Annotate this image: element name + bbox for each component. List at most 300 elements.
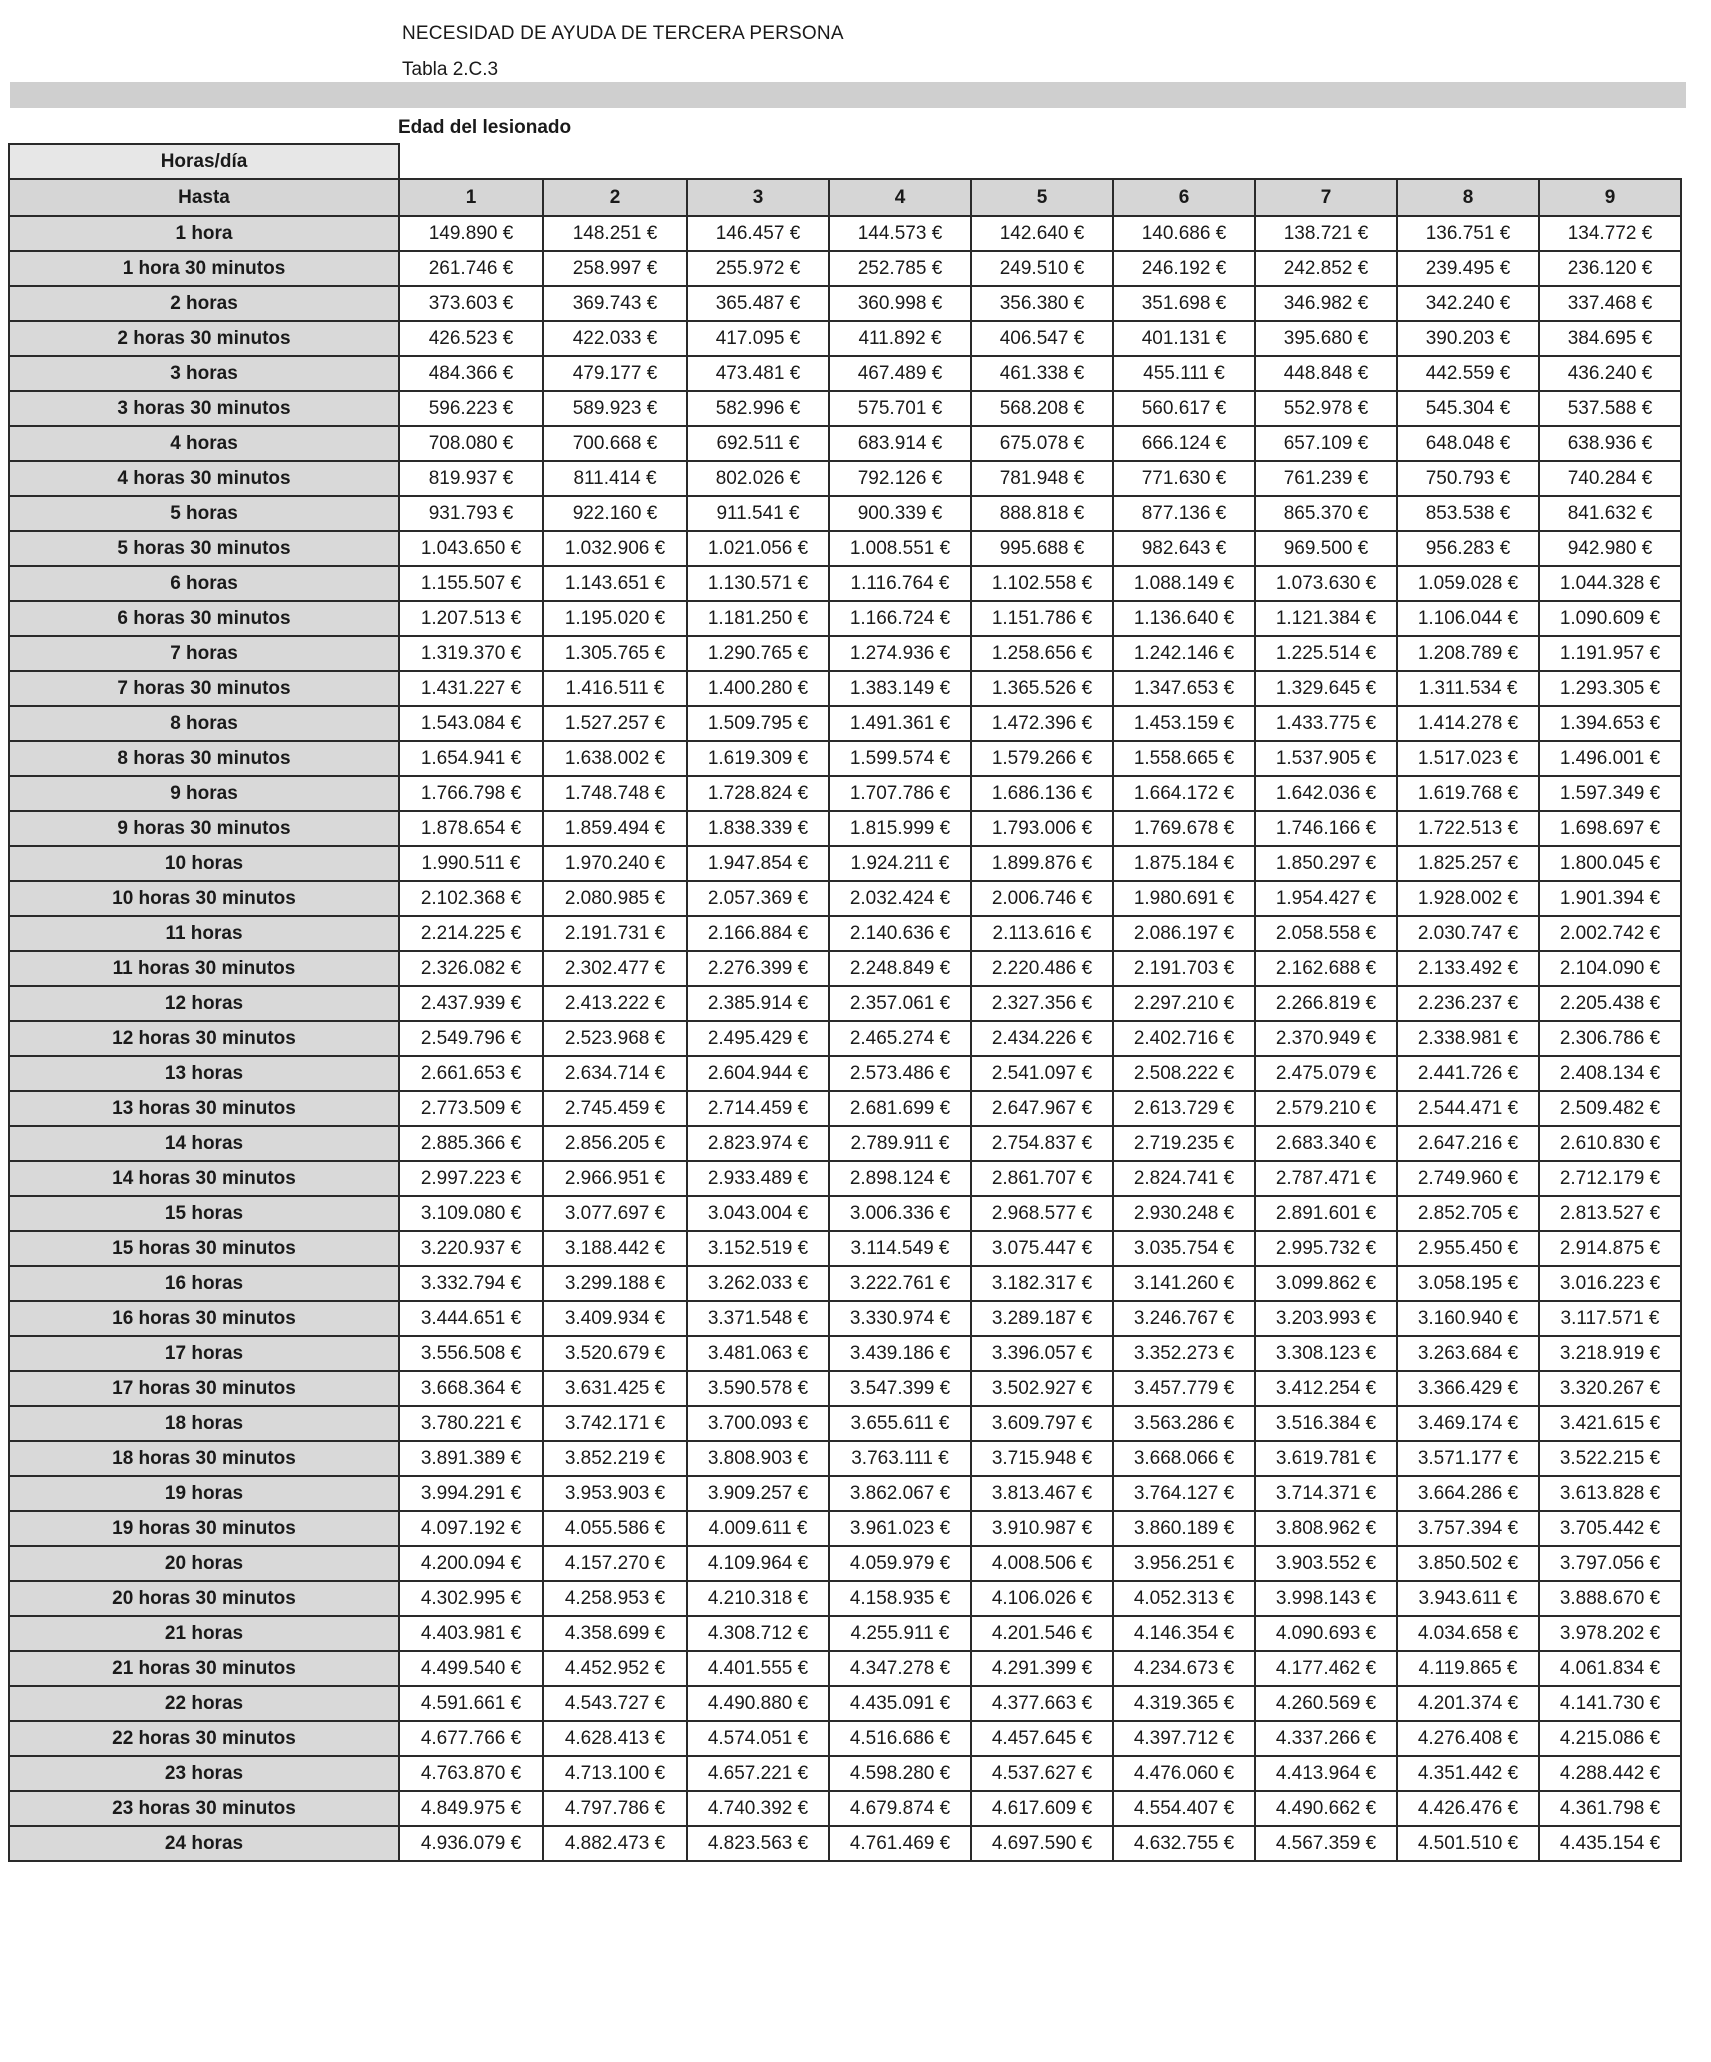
amount-cell: 2.327.356 € — [971, 986, 1113, 1021]
amount-cell: 3.396.057 € — [971, 1336, 1113, 1371]
amount-cell: 2.544.471 € — [1397, 1091, 1539, 1126]
amount-cell: 841.632 € — [1539, 496, 1681, 531]
amount-cell: 771.630 € — [1113, 461, 1255, 496]
hours-label: 14 horas 30 minutos — [9, 1161, 399, 1196]
amount-cell: 1.293.305 € — [1539, 671, 1681, 706]
hours-label: 23 horas — [9, 1756, 399, 1791]
amount-cell: 3.481.063 € — [687, 1336, 829, 1371]
hours-label: 16 horas 30 minutos — [9, 1301, 399, 1336]
amount-cell: 2.813.527 € — [1539, 1196, 1681, 1231]
table-row — [9, 216, 1681, 251]
amount-cell: 2.434.226 € — [971, 1021, 1113, 1056]
amount-cell: 4.435.091 € — [829, 1686, 971, 1721]
amount-cell: 1.195.020 € — [543, 601, 687, 636]
amount-cell: 4.457.645 € — [971, 1721, 1113, 1756]
amount-cell: 2.773.509 € — [399, 1091, 543, 1126]
hours-label: 19 horas 30 minutos — [9, 1511, 399, 1546]
amount-cell: 2.508.222 € — [1113, 1056, 1255, 1091]
amount-cell: 2.968.577 € — [971, 1196, 1113, 1231]
amount-cell: 2.191.703 € — [1113, 951, 1255, 986]
amount-cell: 3.742.171 € — [543, 1406, 687, 1441]
hours-label: 12 horas — [9, 986, 399, 1021]
amount-cell: 4.276.408 € — [1397, 1721, 1539, 1756]
amount-cell: 3.308.123 € — [1255, 1336, 1397, 1371]
amount-cell: 1.859.494 € — [543, 811, 687, 846]
amount-cell: 552.978 € — [1255, 391, 1397, 426]
amount-cell: 2.749.960 € — [1397, 1161, 1539, 1196]
amount-cell: 144.573 € — [829, 216, 971, 251]
amount-cell: 4.617.609 € — [971, 1791, 1113, 1826]
amount-cell: 1.143.651 € — [543, 566, 687, 601]
amount-cell: 1.311.534 € — [1397, 671, 1539, 706]
hours-label: 8 horas 30 minutos — [9, 741, 399, 776]
hours-label: 7 horas 30 minutos — [9, 671, 399, 706]
amount-cell: 3.780.221 € — [399, 1406, 543, 1441]
amount-cell: 1.106.044 € — [1397, 601, 1539, 636]
amount-cell: 3.978.202 € — [1539, 1616, 1681, 1651]
amount-cell: 3.352.273 € — [1113, 1336, 1255, 1371]
amount-cell: 3.114.549 € — [829, 1231, 971, 1266]
table-row — [9, 321, 1681, 356]
compensation-table — [8, 143, 1682, 1862]
amount-cell: 2.852.705 € — [1397, 1196, 1539, 1231]
amount-cell: 1.043.650 € — [399, 531, 543, 566]
hours-label: 18 horas — [9, 1406, 399, 1441]
amount-cell: 249.510 € — [971, 251, 1113, 286]
amount-cell: 2.214.225 € — [399, 916, 543, 951]
amount-cell: 3.813.467 € — [971, 1476, 1113, 1511]
amount-cell: 2.057.369 € — [687, 881, 829, 916]
hours-label: 2 horas 30 minutos — [9, 321, 399, 356]
amount-cell: 692.511 € — [687, 426, 829, 461]
hours-label: 17 horas — [9, 1336, 399, 1371]
amount-cell: 2.495.429 € — [687, 1021, 829, 1056]
amount-cell: 3.862.067 € — [829, 1476, 971, 1511]
amount-cell: 2.681.699 € — [829, 1091, 971, 1126]
amount-cell: 3.998.143 € — [1255, 1581, 1397, 1616]
amount-cell: 239.495 € — [1397, 251, 1539, 286]
amount-cell: 1.258.656 € — [971, 636, 1113, 671]
amount-cell: 3.613.828 € — [1539, 1476, 1681, 1511]
amount-cell: 1.088.149 € — [1113, 566, 1255, 601]
amount-cell: 1.496.001 € — [1539, 741, 1681, 776]
hours-label: 14 horas — [9, 1126, 399, 1161]
amount-cell: 3.160.940 € — [1397, 1301, 1539, 1336]
amount-cell: 2.162.688 € — [1255, 951, 1397, 986]
amount-cell: 683.914 € — [829, 426, 971, 461]
amount-cell: 1.400.280 € — [687, 671, 829, 706]
amount-cell: 4.258.953 € — [543, 1581, 687, 1616]
amount-cell: 2.058.558 € — [1255, 916, 1397, 951]
amount-cell: 1.686.136 € — [971, 776, 1113, 811]
amount-cell: 4.097.192 € — [399, 1511, 543, 1546]
hours-label: 5 horas — [9, 496, 399, 531]
amount-cell: 4.358.699 € — [543, 1616, 687, 1651]
amount-cell: 1.191.957 € — [1539, 636, 1681, 671]
amount-cell: 2.102.368 € — [399, 881, 543, 916]
amount-cell: 3.058.195 € — [1397, 1266, 1539, 1301]
amount-cell: 3.764.127 € — [1113, 1476, 1255, 1511]
amount-cell: 4.291.399 € — [971, 1651, 1113, 1686]
amount-cell: 2.683.340 € — [1255, 1126, 1397, 1161]
table-row — [9, 1406, 1681, 1441]
amount-cell: 134.772 € — [1539, 216, 1681, 251]
table-row — [9, 601, 1681, 636]
amount-cell: 1.151.786 € — [971, 601, 1113, 636]
hours-label: 18 horas 30 minutos — [9, 1441, 399, 1476]
amount-cell: 2.032.424 € — [829, 881, 971, 916]
amount-cell: 4.008.506 € — [971, 1546, 1113, 1581]
amount-cell: 4.119.865 € — [1397, 1651, 1539, 1686]
hours-label: 6 horas 30 minutos — [9, 601, 399, 636]
amount-cell: 4.215.086 € — [1539, 1721, 1681, 1756]
amount-cell: 3.850.502 € — [1397, 1546, 1539, 1581]
amount-cell: 1.527.257 € — [543, 706, 687, 741]
amount-cell: 2.745.459 € — [543, 1091, 687, 1126]
amount-cell: 2.647.216 € — [1397, 1126, 1539, 1161]
amount-cell: 1.990.511 € — [399, 846, 543, 881]
amount-cell: 4.201.546 € — [971, 1616, 1113, 1651]
amount-cell: 4.351.442 € — [1397, 1756, 1539, 1791]
amount-cell: 666.124 € — [1113, 426, 1255, 461]
amount-cell: 1.121.384 € — [1255, 601, 1397, 636]
amount-cell: 2.966.951 € — [543, 1161, 687, 1196]
amount-cell: 1.800.045 € — [1539, 846, 1681, 881]
amount-cell: 3.117.571 € — [1539, 1301, 1681, 1336]
amount-cell: 3.043.004 € — [687, 1196, 829, 1231]
amount-cell: 3.246.767 € — [1113, 1301, 1255, 1336]
amount-cell: 3.421.615 € — [1539, 1406, 1681, 1441]
age-column-header: 5 — [971, 179, 1113, 216]
amount-cell: 2.824.741 € — [1113, 1161, 1255, 1196]
amount-cell: 2.357.061 € — [829, 986, 971, 1021]
amount-cell: 1.431.227 € — [399, 671, 543, 706]
amount-cell: 2.661.653 € — [399, 1056, 543, 1091]
amount-cell: 2.326.082 € — [399, 951, 543, 986]
amount-cell: 1.453.159 € — [1113, 706, 1255, 741]
amount-cell: 3.571.177 € — [1397, 1441, 1539, 1476]
amount-cell: 3.910.987 € — [971, 1511, 1113, 1546]
amount-cell: 568.208 € — [971, 391, 1113, 426]
amount-cell: 3.016.223 € — [1539, 1266, 1681, 1301]
document-title: NECESIDAD DE AYUDA DE TERCERA PERSONA — [402, 23, 844, 44]
table-row — [9, 286, 1681, 321]
age-column-header: 2 — [543, 179, 687, 216]
amount-cell: 819.937 € — [399, 461, 543, 496]
hours-per-day-header: Horas/día — [9, 144, 399, 179]
amount-cell: 2.613.729 € — [1113, 1091, 1255, 1126]
age-column-header: 3 — [687, 179, 829, 216]
amount-cell: 1.875.184 € — [1113, 846, 1255, 881]
amount-cell: 395.680 € — [1255, 321, 1397, 356]
amount-cell: 3.141.260 € — [1113, 1266, 1255, 1301]
amount-cell: 3.320.267 € — [1539, 1371, 1681, 1406]
table-row — [9, 1126, 1681, 1161]
hours-label: 10 horas — [9, 846, 399, 881]
hours-label: 22 horas 30 minutos — [9, 1721, 399, 1756]
amount-cell: 2.402.716 € — [1113, 1021, 1255, 1056]
amount-cell: 4.657.221 € — [687, 1756, 829, 1791]
amount-cell: 1.365.526 € — [971, 671, 1113, 706]
amount-cell: 675.078 € — [971, 426, 1113, 461]
amount-cell: 1.928.002 € — [1397, 881, 1539, 916]
hours-label: 1 hora 30 minutos — [9, 251, 399, 286]
amount-cell: 4.260.569 € — [1255, 1686, 1397, 1721]
age-column-header: 9 — [1539, 179, 1681, 216]
amount-cell: 4.537.627 € — [971, 1756, 1113, 1791]
amount-cell: 1.558.665 € — [1113, 741, 1255, 776]
amount-cell: 2.930.248 € — [1113, 1196, 1255, 1231]
amount-cell: 638.936 € — [1539, 426, 1681, 461]
amount-cell: 3.220.937 € — [399, 1231, 543, 1266]
amount-cell: 261.746 € — [399, 251, 543, 286]
amount-cell: 1.517.023 € — [1397, 741, 1539, 776]
amount-cell: 1.181.250 € — [687, 601, 829, 636]
amount-cell: 4.361.798 € — [1539, 1791, 1681, 1826]
header-blank — [399, 144, 1681, 179]
hours-label: 16 horas — [9, 1266, 399, 1301]
amount-cell: 4.141.730 € — [1539, 1686, 1681, 1721]
amount-cell: 1.032.906 € — [543, 531, 687, 566]
amount-cell: 4.567.359 € — [1255, 1826, 1397, 1861]
amount-cell: 4.574.051 € — [687, 1721, 829, 1756]
hours-label: 15 horas — [9, 1196, 399, 1231]
amount-cell: 2.113.616 € — [971, 916, 1113, 951]
amount-cell: 1.136.640 € — [1113, 601, 1255, 636]
amount-cell: 3.556.508 € — [399, 1336, 543, 1371]
amount-cell: 4.319.365 € — [1113, 1686, 1255, 1721]
hours-label: 3 horas — [9, 356, 399, 391]
amount-cell: 1.980.691 € — [1113, 881, 1255, 916]
amount-cell: 149.890 € — [399, 216, 543, 251]
amount-cell: 4.061.834 € — [1539, 1651, 1681, 1686]
amount-cell: 2.579.210 € — [1255, 1091, 1397, 1126]
amount-cell: 2.475.079 € — [1255, 1056, 1397, 1091]
amount-cell: 3.366.429 € — [1397, 1371, 1539, 1406]
amount-cell: 360.998 € — [829, 286, 971, 321]
table-row — [9, 1301, 1681, 1336]
amount-cell: 761.239 € — [1255, 461, 1397, 496]
amount-cell: 138.721 € — [1255, 216, 1397, 251]
amount-cell: 1.748.748 € — [543, 776, 687, 811]
amount-cell: 700.668 € — [543, 426, 687, 461]
amount-cell: 4.761.469 € — [829, 1826, 971, 1861]
amount-cell: 4.090.693 € — [1255, 1616, 1397, 1651]
hours-label: 19 horas — [9, 1476, 399, 1511]
amount-cell: 3.590.578 € — [687, 1371, 829, 1406]
amount-cell: 369.743 € — [543, 286, 687, 321]
table-row — [9, 671, 1681, 706]
amount-cell: 1.090.609 € — [1539, 601, 1681, 636]
hours-label: 10 horas 30 minutos — [9, 881, 399, 916]
amount-cell: 4.591.661 € — [399, 1686, 543, 1721]
amount-cell: 1.698.697 € — [1539, 811, 1681, 846]
amount-cell: 3.705.442 € — [1539, 1511, 1681, 1546]
amount-cell: 2.302.477 € — [543, 951, 687, 986]
amount-cell: 406.547 € — [971, 321, 1113, 356]
amount-cell: 560.617 € — [1113, 391, 1255, 426]
amount-cell: 2.437.939 € — [399, 986, 543, 1021]
amount-cell: 888.818 € — [971, 496, 1113, 531]
amount-cell: 1.130.571 € — [687, 566, 829, 601]
amount-cell: 1.947.854 € — [687, 846, 829, 881]
amount-cell: 2.885.366 € — [399, 1126, 543, 1161]
amount-cell: 255.972 € — [687, 251, 829, 286]
amount-cell: 865.370 € — [1255, 496, 1397, 531]
amount-cell: 2.549.796 € — [399, 1021, 543, 1056]
amount-cell: 4.255.911 € — [829, 1616, 971, 1651]
amount-cell: 1.414.278 € — [1397, 706, 1539, 741]
amount-cell: 3.888.670 € — [1539, 1581, 1681, 1616]
amount-cell: 242.852 € — [1255, 251, 1397, 286]
amount-cell: 384.695 € — [1539, 321, 1681, 356]
amount-cell: 4.823.563 € — [687, 1826, 829, 1861]
table-row — [9, 1196, 1681, 1231]
amount-cell: 1.850.297 € — [1255, 846, 1397, 881]
amount-cell: 373.603 € — [399, 286, 543, 321]
amount-cell: 792.126 € — [829, 461, 971, 496]
amount-cell: 4.543.727 € — [543, 1686, 687, 1721]
amount-cell: 1.383.149 € — [829, 671, 971, 706]
amount-cell: 3.943.611 € — [1397, 1581, 1539, 1616]
amount-cell: 1.766.798 € — [399, 776, 543, 811]
amount-cell: 1.654.941 € — [399, 741, 543, 776]
amount-cell: 4.106.026 € — [971, 1581, 1113, 1616]
amount-cell: 1.793.006 € — [971, 811, 1113, 846]
amount-cell: 740.284 € — [1539, 461, 1681, 496]
amount-cell: 3.547.399 € — [829, 1371, 971, 1406]
amount-cell: 2.997.223 € — [399, 1161, 543, 1196]
amount-cell: 2.647.967 € — [971, 1091, 1113, 1126]
amount-cell: 4.679.874 € — [829, 1791, 971, 1826]
amount-cell: 1.166.724 € — [829, 601, 971, 636]
amount-cell: 4.882.473 € — [543, 1826, 687, 1861]
table-row — [9, 636, 1681, 671]
amount-cell: 1.433.775 € — [1255, 706, 1397, 741]
amount-cell: 1.746.166 € — [1255, 811, 1397, 846]
amount-cell: 1.059.028 € — [1397, 566, 1539, 601]
amount-cell: 1.722.513 € — [1397, 811, 1539, 846]
amount-cell: 2.133.492 € — [1397, 951, 1539, 986]
hours-label: 8 horas — [9, 706, 399, 741]
amount-cell: 479.177 € — [543, 356, 687, 391]
until-header: Hasta — [9, 179, 399, 216]
separator-band — [10, 82, 1686, 108]
amount-cell: 575.701 € — [829, 391, 971, 426]
amount-cell: 2.441.726 € — [1397, 1056, 1539, 1091]
amount-cell: 3.371.548 € — [687, 1301, 829, 1336]
amount-cell: 1.008.551 € — [829, 531, 971, 566]
amount-cell: 545.304 € — [1397, 391, 1539, 426]
amount-cell: 1.073.630 € — [1255, 566, 1397, 601]
amount-cell: 2.523.968 € — [543, 1021, 687, 1056]
amount-cell: 3.263.684 € — [1397, 1336, 1539, 1371]
amount-cell: 422.033 € — [543, 321, 687, 356]
amount-cell: 900.339 € — [829, 496, 971, 531]
amount-cell: 1.838.339 € — [687, 811, 829, 846]
hours-label: 1 hora — [9, 216, 399, 251]
amount-cell: 2.297.210 € — [1113, 986, 1255, 1021]
amount-cell: 417.095 € — [687, 321, 829, 356]
amount-cell: 4.435.154 € — [1539, 1826, 1681, 1861]
amount-cell: 4.452.952 € — [543, 1651, 687, 1686]
amount-cell: 246.192 € — [1113, 251, 1255, 286]
table-row — [9, 811, 1681, 846]
amount-cell: 3.444.651 € — [399, 1301, 543, 1336]
amount-cell: 2.509.482 € — [1539, 1091, 1681, 1126]
amount-cell: 1.954.427 € — [1255, 881, 1397, 916]
amount-cell: 956.283 € — [1397, 531, 1539, 566]
amount-cell: 3.860.189 € — [1113, 1511, 1255, 1546]
amount-cell: 4.763.870 € — [399, 1756, 543, 1791]
amount-cell: 4.713.100 € — [543, 1756, 687, 1791]
amount-cell: 4.055.586 € — [543, 1511, 687, 1546]
amount-cell: 4.308.712 € — [687, 1616, 829, 1651]
amount-cell: 2.236.237 € — [1397, 986, 1539, 1021]
amount-cell: 648.048 € — [1397, 426, 1539, 461]
amount-cell: 258.997 € — [543, 251, 687, 286]
table-row — [9, 1686, 1681, 1721]
amount-cell: 461.338 € — [971, 356, 1113, 391]
amount-cell: 3.330.974 € — [829, 1301, 971, 1336]
amount-cell: 2.714.459 € — [687, 1091, 829, 1126]
amount-cell: 3.609.797 € — [971, 1406, 1113, 1441]
amount-cell: 3.961.023 € — [829, 1511, 971, 1546]
hours-label: 17 horas 30 minutos — [9, 1371, 399, 1406]
amount-cell: 2.995.732 € — [1255, 1231, 1397, 1266]
amount-cell: 3.188.442 € — [543, 1231, 687, 1266]
amount-cell: 4.210.318 € — [687, 1581, 829, 1616]
hours-label: 4 horas 30 minutos — [9, 461, 399, 496]
table-row — [9, 986, 1681, 1021]
amount-cell: 589.923 € — [543, 391, 687, 426]
amount-cell: 473.481 € — [687, 356, 829, 391]
amount-cell: 2.823.974 € — [687, 1126, 829, 1161]
amount-cell: 2.413.222 € — [543, 986, 687, 1021]
amount-cell: 811.414 € — [543, 461, 687, 496]
amount-cell: 708.080 € — [399, 426, 543, 461]
amount-cell: 3.412.254 € — [1255, 1371, 1397, 1406]
amount-cell: 1.102.558 € — [971, 566, 1113, 601]
amount-cell: 3.700.093 € — [687, 1406, 829, 1441]
amount-cell: 1.638.002 € — [543, 741, 687, 776]
amount-cell: 4.797.786 € — [543, 1791, 687, 1826]
amount-cell: 1.579.266 € — [971, 741, 1113, 776]
amount-cell: 4.632.755 € — [1113, 1826, 1255, 1861]
amount-cell: 1.599.574 € — [829, 741, 971, 776]
amount-cell: 351.698 € — [1113, 286, 1255, 321]
amount-cell: 2.408.134 € — [1539, 1056, 1681, 1091]
amount-cell: 1.242.146 € — [1113, 636, 1255, 671]
amount-cell: 537.588 € — [1539, 391, 1681, 426]
amount-cell: 3.289.187 € — [971, 1301, 1113, 1336]
amount-cell: 4.401.555 € — [687, 1651, 829, 1686]
amount-cell: 1.619.768 € — [1397, 776, 1539, 811]
amount-cell: 2.205.438 € — [1539, 986, 1681, 1021]
amount-cell: 4.034.658 € — [1397, 1616, 1539, 1651]
table-row — [9, 1476, 1681, 1511]
amount-cell: 484.366 € — [399, 356, 543, 391]
table-row — [9, 951, 1681, 986]
amount-cell: 2.610.830 € — [1539, 1126, 1681, 1161]
amount-cell: 969.500 € — [1255, 531, 1397, 566]
amount-cell: 4.490.662 € — [1255, 1791, 1397, 1826]
amount-cell: 1.347.653 € — [1113, 671, 1255, 706]
amount-cell: 2.789.911 € — [829, 1126, 971, 1161]
amount-cell: 1.329.645 € — [1255, 671, 1397, 706]
amount-cell: 448.848 € — [1255, 356, 1397, 391]
amount-cell: 4.490.880 € — [687, 1686, 829, 1721]
